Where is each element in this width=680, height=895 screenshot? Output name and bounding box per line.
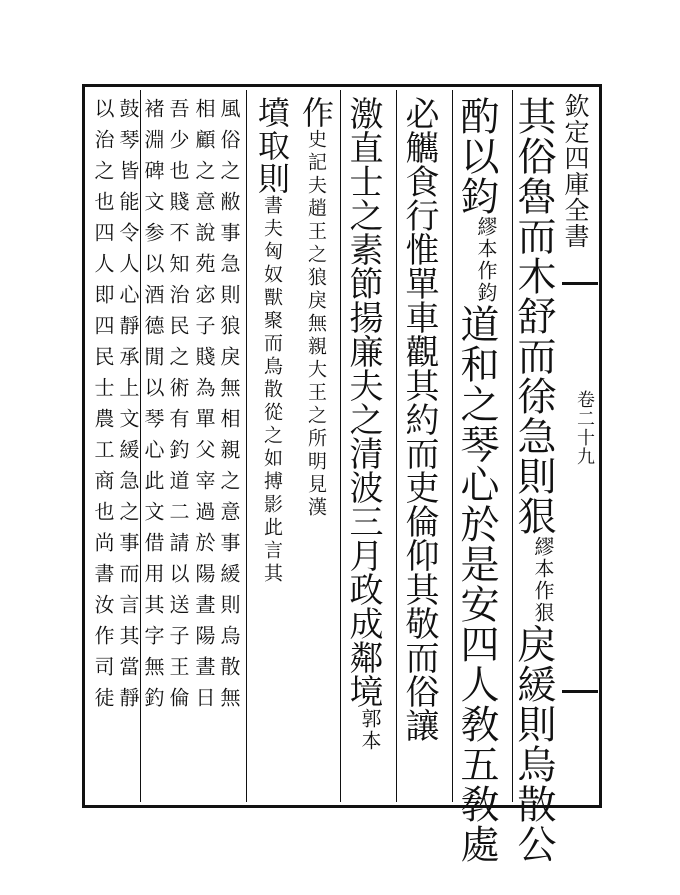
margin-divider-upper [562,282,598,285]
commentary-text: 風俗之敝事急則狼戾無相親之意事緩則烏散無 [217,98,241,718]
column-rule [396,90,397,802]
text-column-1 [511,96,556,864]
text-column-12 [93,98,113,718]
column-rule [452,90,453,802]
column-rule [246,90,247,802]
note-line: 繆本 [474,216,498,260]
note-line: 作鈞 [474,260,498,304]
text-column-7 [219,98,239,718]
collation-note [476,216,496,304]
commentary-text: 吾少也賤不知治民之術有釣道二請以送子王倫 [166,98,190,718]
collation-note [533,536,553,624]
margin-divider-lower [562,690,598,693]
commentary-text: 褚淵碑文参以酒德閒以琴心此文借用其字無釣 [141,98,165,718]
commentary-text: 鼓琴皆能令人心靜承上文緩急之事而言其當靜 [116,98,140,718]
main-text: 其俗魯而木舒而徐急則狠 [511,96,556,536]
text-column-3 [399,96,439,742]
main-text: 道和之琴心於是安四人敎五敎處 [454,304,499,864]
commentary-text: 以治之也四人即四民士農工商也尚書汝作司徒 [91,98,115,718]
column-rule [340,90,341,802]
main-text: 作 [297,96,335,129]
main-text: 酌以鈞 [454,96,499,216]
main-text: 戾緩則烏散公 [511,624,556,864]
text-column-6 [253,96,291,586]
text-column-10 [143,98,163,718]
main-text: 激直士之素節揚廉夫之清波三月政成鄰境 [343,96,383,708]
volume-number: 卷二十九 [574,390,595,466]
text-column-2 [454,96,499,864]
commentary-text: 書夫匈奴獸聚而鳥散從之如搏影此言其 [261,195,283,586]
main-text: 墳取則 [253,96,291,195]
note-line: 繆本 [531,536,555,580]
text-column-5 [297,96,335,520]
book-title: 欽定四庫全書 [561,93,590,249]
text-column-11 [118,98,138,718]
margin-top-line [562,84,598,87]
commentary-text: 相顧之意說苑宓子賤為單父宰過於陽晝陽晝日 [192,98,216,718]
note-line: 作狠 [531,580,555,624]
text-column-8 [194,98,214,718]
commentary-text: 史記夫趙王之狼戾無親大王之所明見漢 [305,129,327,520]
text-column-9 [168,98,188,718]
text-column-4 [343,96,383,752]
main-text: 必觽食行惟單車觀其約而吏倫仰其敬而俗讓 [399,96,439,742]
collation-note [360,708,380,752]
note-line: 郭本 [358,708,382,752]
